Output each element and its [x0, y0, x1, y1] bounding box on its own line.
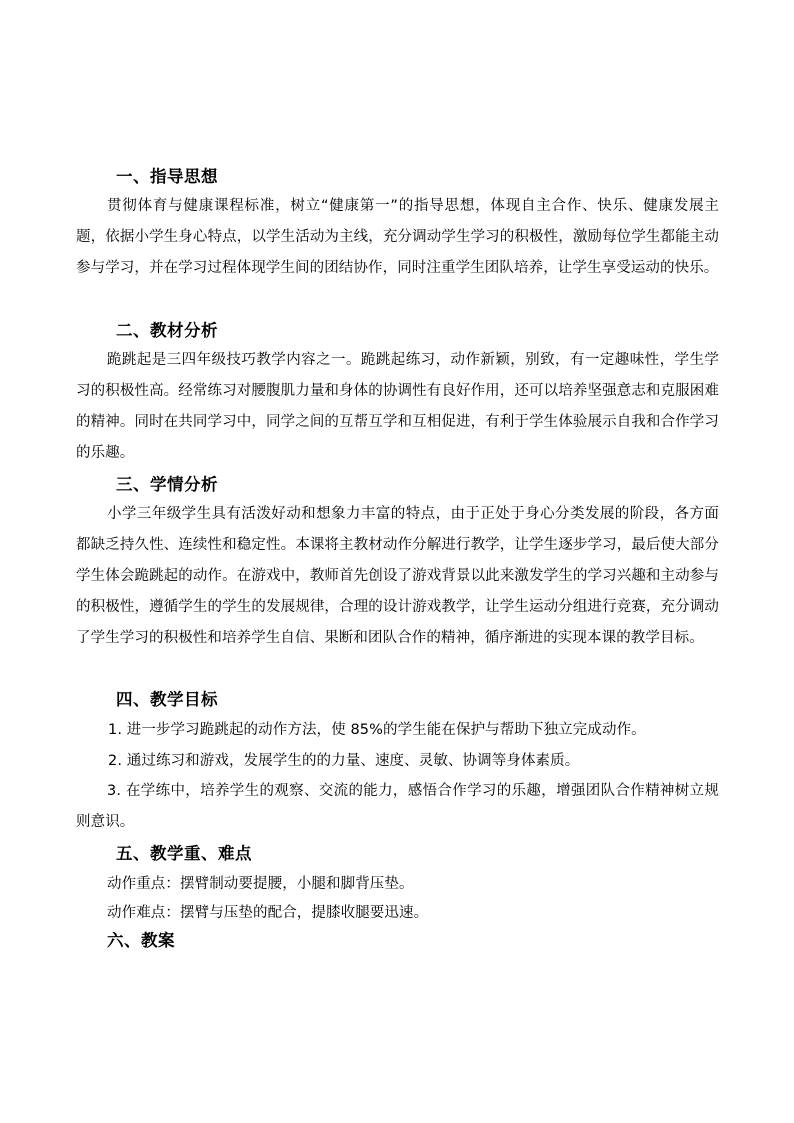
section-5-title: 五、教学重、难点 — [116, 844, 252, 863]
goal-1: 1. 进一步学习跪跳起的动作方法，使 85%的学生能在保护与帮助下独立完成动作。 — [108, 722, 646, 738]
goal-2: 2. 通过练习和游戏，发展学生的的力量、速度、灵敏、协调等身体素质。 — [108, 753, 580, 769]
section-4-title: 四、教学目标 — [116, 690, 218, 709]
goal-3: 3. 在学练中，培养学生的观察、交流的能力，感悟合作学习的乐趣，增强团队合作精神树立规则意识。 — [76, 783, 719, 830]
section-3-title: 三、学情分析 — [116, 475, 218, 494]
key-point: 动作重点：摆臂制动要提腰，小腿和脚背压垫。 — [107, 876, 414, 892]
section-1-title: 一、指导思想 — [116, 167, 218, 186]
section-1-body: 贯彻体育与健康课程标准，树立“健康第一”的指导思想，体现自主合作、快乐、健康发展主题，依据小学生身心特点，以学生活动为主线，充分调动学生学习的积极性，激励每位学生都能主动参与学习，并在学习过程体现学生间的团结协作，同时注重学生团队培养，让学生享受运动的快乐。 — [76, 198, 719, 276]
difficult-point: 动作难点：摆臂与压垫的配合，提膝收腿要迅速。 — [107, 905, 429, 921]
section-3-body: 小学三年级学生具有活泼好动和想象力丰富的特点，由于正处于身心分类发展的阶段，各方面都缺乏持久性、连续性和稳定性。本课将主教材动作分解进行教学，让学生逐步学习，最后使大部分学生体会跪跳起的动作。在游戏中，教师首先创设了游戏背景以此来激发学生的学习兴趣和主动参与的积极性，遵循学生的学生的发展规律，合理的设计游戏教学，让学生运动分组进行竞赛，充分调动了学生学习的积极性和培养学生自信、果断和团队合作的精神，循序渐进的实现本课的教学目标。 — [76, 506, 719, 646]
section-2-body: 跪跳起是三四年级技巧教学内容之一。跪跳起练习，动作新颖，别致，有一定趣味性，学生学习的积极性高。经常练习对腰腹肌力量和身体的协调性有良好作用，还可以培养坚强意志和克服困难的精神。同时在共同学习中，同学之间的互帮互学和互相促进，有利于学生体验展示自我和合作学习的乐趣。 — [76, 352, 719, 461]
section-6-title: 六、教案 — [107, 931, 175, 950]
section-2-title: 二、教材分析 — [116, 321, 218, 340]
